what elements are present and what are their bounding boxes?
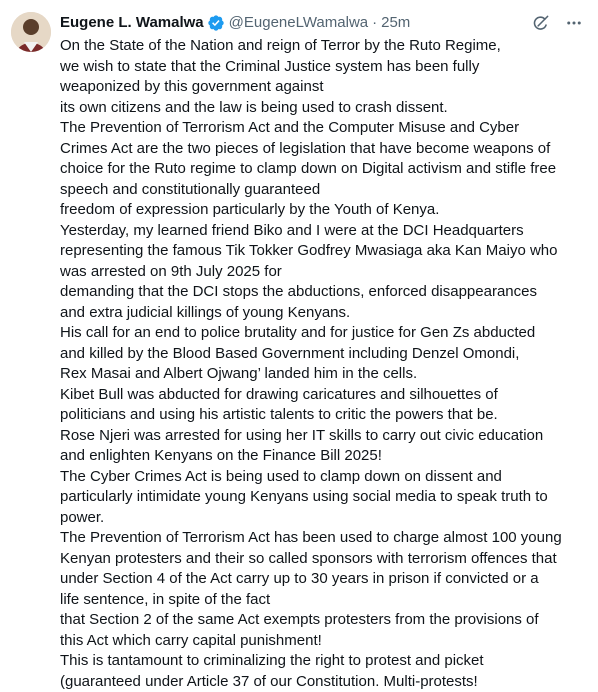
- tweet-header: [60, 12, 588, 34]
- tweet-text-line: (guaranteed under Article 37 of our Constitution. Multi-protests!: [60, 672, 595, 692]
- tweet-text-line: speech and constitutionally guaranteed: [60, 180, 595, 201]
- author-display-name[interactable]: Eugene L. Wamalwa: [60, 13, 204, 33]
- tweet-text-line: we wish to state that the Criminal Justice system has been fully: [60, 57, 595, 78]
- tweet-text-line: and enlighten Kenyans on the Finance Bill 2025!: [60, 446, 595, 467]
- tweet-text-line: Rose Njeri was arrested for using her IT skills to carry out civic education: [60, 426, 595, 447]
- tweet-text-line: Rex Masai and Albert Ojwang’ landed him in the cells.: [60, 364, 595, 385]
- tweet-text-line: that Section 2 of the same Act exempts protesters from the provisions of: [60, 610, 595, 631]
- tweet-text-line: under Section 4 of the Act carry up to 30 years in prison if convicted or a: [60, 569, 595, 590]
- tweet-text-line: Yesterday, my learned friend Biko and I were at the DCI Headquarters: [60, 221, 595, 242]
- verified-badge-icon: [207, 14, 225, 32]
- separator-dot: ·: [372, 13, 377, 33]
- tweet-text-line: this Act which carry capital punishment!: [60, 631, 595, 652]
- tweet-text-line: His call for an end to police brutality and for justice for Gen Zs abducted: [60, 323, 595, 344]
- tweet-text-line: weaponized by this government against: [60, 77, 595, 98]
- tweet-text-line: particularly intimidate young Kenyans using social media to speak truth to: [60, 487, 595, 508]
- tweet-text-line: politicians and using his artistic talents to critic the powers that be.: [60, 405, 595, 426]
- tweet-text: [60, 36, 595, 692]
- tweet-text-line: The Prevention of Terrorism Act and the Computer Misuse and Cyber: [60, 118, 595, 139]
- tweet-text-line: and killed by the Blood Based Government including Denzel Omondi,: [60, 344, 595, 365]
- tweet-text-line: The Cyber Crimes Act is being used to clamp down on dissent and: [60, 467, 595, 488]
- tweet-text-line: On the State of the Nation and reign of Terror by the Ruto Regime,: [60, 36, 595, 57]
- avatar[interactable]: [11, 12, 51, 52]
- tweet-text-line: its own citizens and the law is being used to crash dissent.: [60, 98, 595, 119]
- tweet-text-line: representing the famous Tik Tokker Godfrey Mwasiaga aka Kan Maiyo who: [60, 241, 595, 262]
- more-options-icon[interactable]: [564, 13, 584, 33]
- tweet-text-line: Kibet Bull was abducted for drawing caricatures and silhouettes of: [60, 385, 595, 406]
- tweet-text-line: demanding that the DCI stops the abductions, enforced disappearances: [60, 282, 595, 303]
- tweet-text-line: Kenyan protesters and their so called sponsors with terrorism offences that: [60, 549, 595, 570]
- tweet-text-line: This is tantamount to criminalizing the right to protest and picket: [60, 651, 595, 672]
- tweet-text-line: The Prevention of Terrorism Act has been used to charge almost 100 young: [60, 528, 595, 549]
- tweet-text-line: choice for the Ruto regime to clamp down on Digital activism and stifle free: [60, 159, 595, 180]
- grok-icon[interactable]: [530, 13, 550, 33]
- tweet-text-line: and extra judicial killings of young Kenyans.: [60, 303, 595, 324]
- tweet-text-line: Crimes Act are the two pieces of legislation that have become weapons of: [60, 139, 595, 160]
- tweet-text-line: power.: [60, 508, 595, 529]
- post-time[interactable]: 25m: [381, 13, 410, 33]
- author-handle[interactable]: @EugeneLWamalwa: [229, 13, 368, 33]
- header-actions: [516, 12, 584, 34]
- tweet-text-line: was arrested on 9th July 2025 for: [60, 262, 595, 283]
- tweet-text-line: life sentence, in spite of the fact: [60, 590, 595, 611]
- tweet-text-line: freedom of expression particularly by the Youth of Kenya.: [60, 200, 595, 221]
